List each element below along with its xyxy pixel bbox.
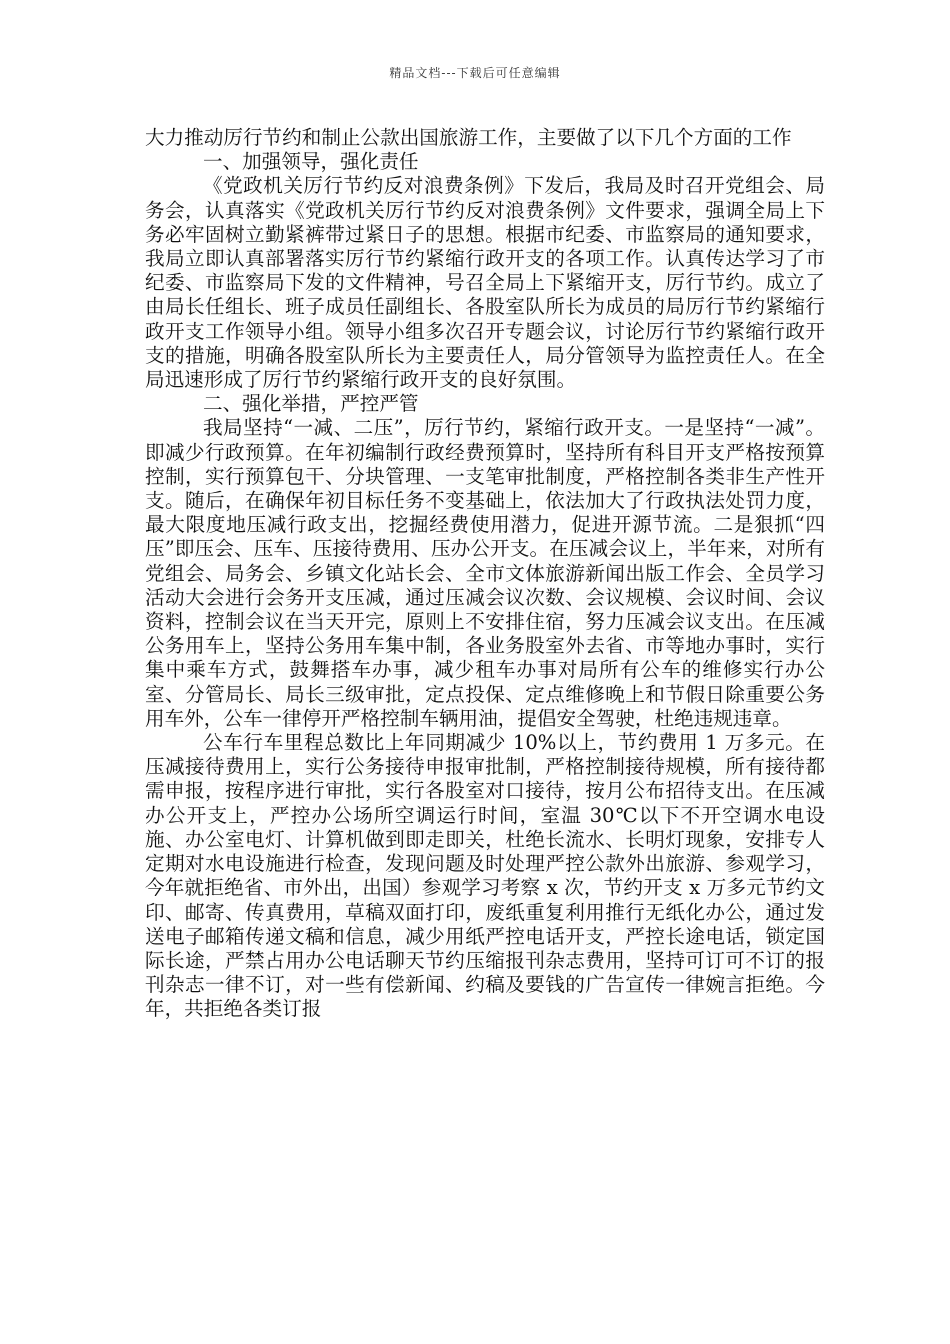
paragraph-section-1: 《党政机关厉行节约反对浪费条例》下发后，我局及时召开党组会、局务会，认真落实《党政机关厉行节约反对浪费条例》文件要求，强调全局上下务必牢固树立勤紧裤带过紧日子的思想。根据市纪委、市监察局的通知要求，我局立即认真部署落实厉行节约紧缩行政开支的各项工作。认真传达学习了市纪委、市监察局下发的文件精神，号召全局上下紧缩开支，厉行节约。成立了由局长任组长、班子成员任副组长、各股室队所长为成员的局厉行节约紧缩行政开支工作领导小组。领导小组多次召开专题会议，讨论厉行节约紧缩行政开支的措施，明确各股室队所长为主要责任人，局分管领导为监控责任人。在全局迅速形成了厉行节约紧缩行政开支的良好氛围。 xyxy=(145,174,825,392)
section-heading-2: 二、强化举措，严控严管 xyxy=(203,392,419,416)
paragraph-section-2: 我局坚持“一减、二压”，厉行节约，紧缩行政开支。一是坚持“一减”。即减少行政预算。在年初编制行政经费预算时，坚持所有科目开支严格按预算控制，实行预算包干、分块管理、一支笔审批制度，严格控制各类非生产性开支。随后，在确保年初目标任务不变基础上，依法加大了行政执法处罚力度，最大限度地压减行政支出，挖掘经费使用潜力，促进开源节流。二是狠抓“四压”即压会、压车、压接待费用、压办公开支。在压减会议上，半年来，对所有党组会、局务会、乡镇文化站长会、全市文体旅游新闻出版工作会、全员学习活动大会进行会务开支压减，通过压减会议次数、会议规模、会议时间、会议资料，控制会议在当天开完，原则上不安排住宿，努力压减会议支出。在压减公务用车上，坚持公务用车集中制，各业务股室外去省、市等地办事时，实行集中乘车方式，鼓舞搭车办事，减少租车办事对局所有公车的维修实行办公室、分管局长、局长三级审批，定点投保、定点维修晚上和节假日除重要公务用车外，公车一律停开严格控制车辆用油，提倡安全驾驶，杜绝违规违章。 xyxy=(145,416,825,730)
document-body xyxy=(145,126,825,1022)
paragraph-vehicle-savings: 公车行车里程总数比上年同期减少 10%以上，节约费用 1 万多元。在压减接待费用上，实行公务接待申报审批制，严格控制接待规模，所有接待都需申报，按程序进行审批，实行各股室对口接待，按月公布招待支出。在压减办公开支上，严控办公场所空调运行时间，室温 30℃以下不开空调水电设施、办公室电灯、计算机做到即走即关，杜绝长流水、长明灯现象，安排专人定期对水电设施进行检查，发现问题及时处理严控公款外出旅游、参观学习，今年就拒绝省、市外出，出国）参观学习考察 x 次，节约开支 x 万多元节约文印、邮寄、传真费用，草稿双面打印，废纸重复利用推行无纸化办公，通过发送电子邮箱传递文稿和信息，减少用纸严控电话开支，严控长途电话，锁定国际长途，严禁占用办公电话聊天节约压缩报刊杂志费用，坚持可订可不订的报刊杂志一律不订，对一些有偿新闻、约稿及要钱的广告宣传一律婉言拒绝。今年，共拒绝各类订报 xyxy=(145,731,825,1021)
section-heading-1: 一、加强领导，强化责任 xyxy=(203,150,419,174)
page-header: 精品文档---下载后可任意编辑 xyxy=(389,66,561,80)
paragraph-intro: 大力推动厉行节约和制止公款出国旅游工作，主要做了以下几个方面的工作 xyxy=(145,126,792,149)
